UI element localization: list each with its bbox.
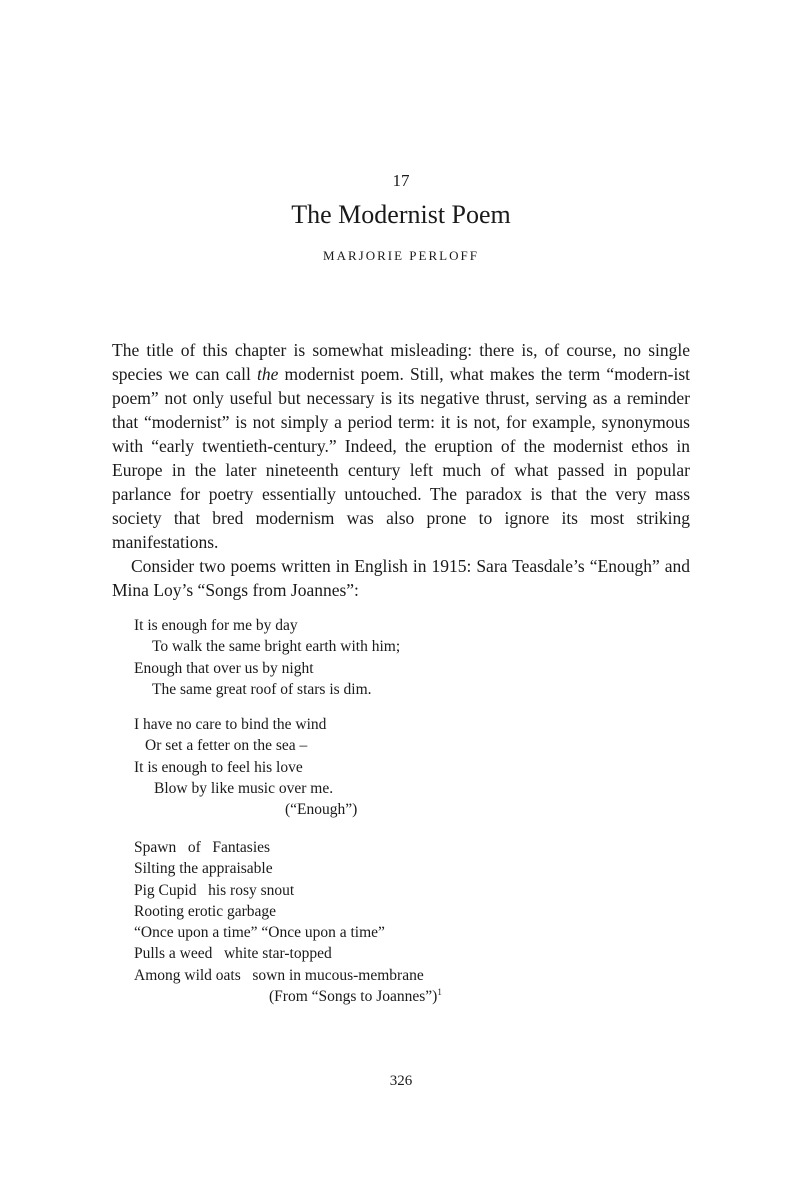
poem-source bbox=[134, 986, 554, 1007]
poem-line: Or set a fetter on the sea – bbox=[145, 737, 308, 755]
footnote-marker: 1 bbox=[437, 986, 442, 997]
chapter-author: MARJORIE PERLOFF bbox=[323, 248, 479, 263]
chapter-number: 17 bbox=[392, 171, 410, 190]
poem-line: It is enough for me by day bbox=[134, 617, 298, 634]
poem-line: “Once upon a time” “Once upon a time” bbox=[134, 924, 385, 942]
body-text bbox=[112, 338, 690, 602]
poem-line: The same great roof of stars is dim. bbox=[152, 680, 372, 698]
paragraph-1 bbox=[112, 338, 690, 554]
poem-line: Blow by like music over me. bbox=[154, 780, 334, 798]
poem-line: Among wild oats sown in mucous-membrane bbox=[134, 966, 424, 984]
poem-line: Spawn of Fantasies bbox=[134, 839, 271, 856]
poem-source-text: (From “Songs to Joannes”) bbox=[269, 988, 438, 1006]
poem-line: Pulls a weed white star-topped bbox=[134, 945, 332, 963]
poem-source: (“Enough”) bbox=[285, 801, 358, 819]
poem-enough bbox=[134, 615, 554, 821]
poem-line: Pig Cupid his rosy snout bbox=[134, 881, 295, 899]
chapter-title: The Modernist Poem bbox=[291, 200, 511, 229]
emphasis-the: the bbox=[257, 364, 279, 384]
paragraph-2: Consider two poems written in English in 1915: Sara Teasdale’s “Enough” and Mina Loy’s “Songs from Joannes”: bbox=[112, 556, 690, 600]
poem-line: It is enough to feel his love bbox=[134, 758, 303, 776]
poem-line: Rooting erotic garbage bbox=[134, 902, 277, 920]
poem-line: I have no care to bind the wind bbox=[134, 716, 327, 734]
poem-songs-to-joannes bbox=[134, 837, 554, 1007]
poem-line: Enough that over us by night bbox=[134, 659, 314, 677]
paragraph-1-part-1: The title of this chapter is somewhat misleading: there is, of course, no single species we can call bbox=[112, 340, 690, 384]
page-number: 326 bbox=[389, 1073, 413, 1089]
paragraph-1-part-2: modernist poem. Still, what makes the term “modern-ist poem” not only useful but necessary is its negative thrust, serving as a reminder that “modernist” is not simply a period term: it is not, for example, synonymous with “early twentieth-century.” Indeed, the eruption of the modernist ethos in Europe in the later nineteenth century left much of what passed in popular parlance for poetry essentially untouched. The paradox is that the very mass society that bred modernism was also prone to ignore its most striking manifestations. bbox=[112, 364, 691, 552]
poem-line: Silting the appraisable bbox=[134, 860, 273, 878]
poem-line: To walk the same bright earth with him; bbox=[152, 638, 401, 656]
